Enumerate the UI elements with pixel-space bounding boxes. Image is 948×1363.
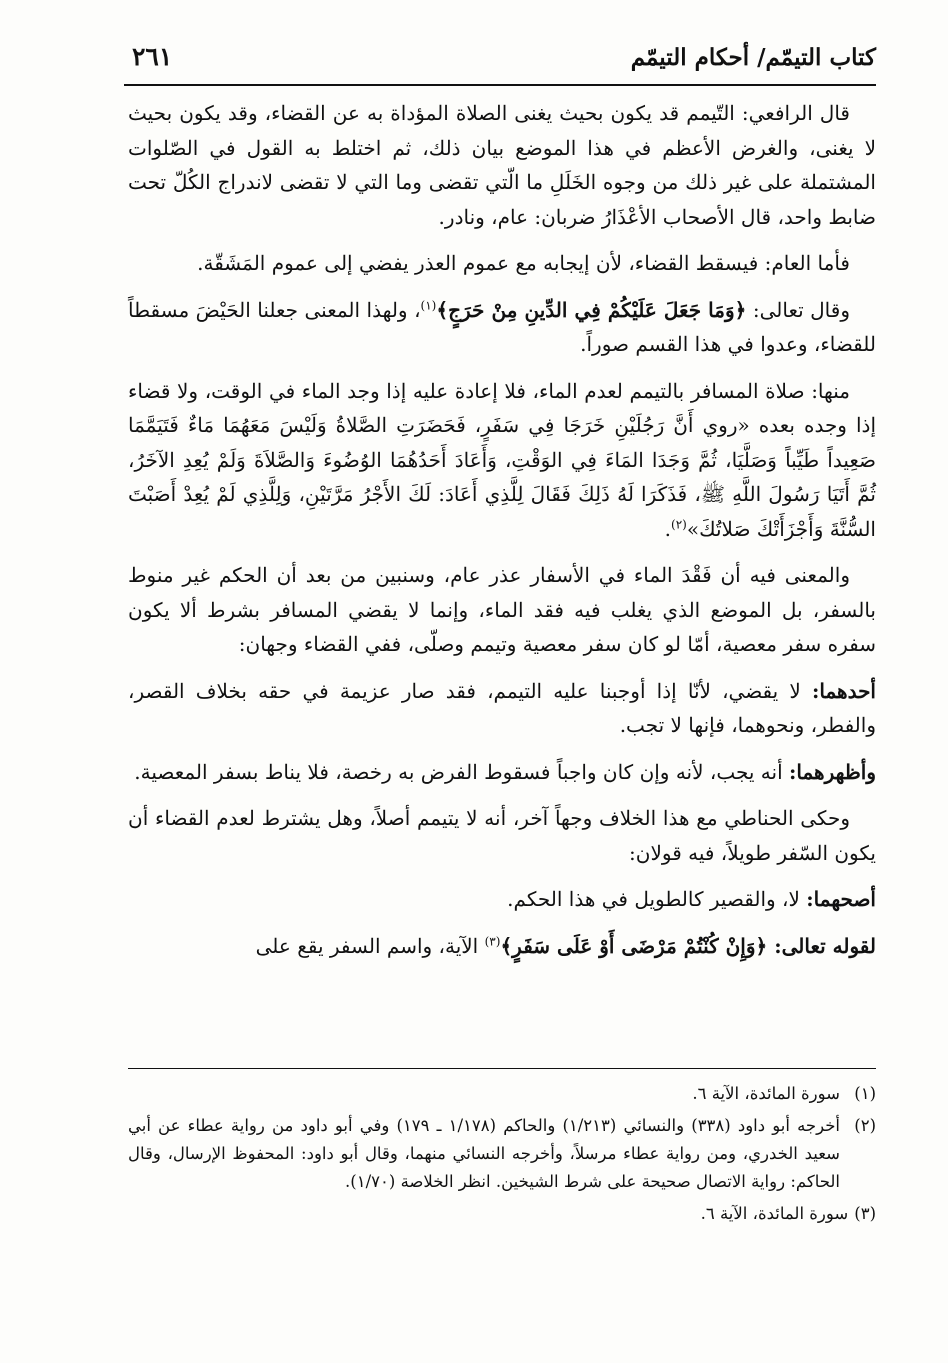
paragraph-meaning <box>128 558 876 662</box>
paragraph-general-excuse <box>128 246 876 281</box>
paragraph-hannati <box>128 801 876 870</box>
page-number: ٢٦١ <box>132 42 173 71</box>
paragraph-traveler-hadith <box>128 374 876 547</box>
paragraph-text: أنه يجب، لأنه وإن كان واجباً فسقوط الفرض به رخصة، فلا يناط بسفر المعصية. <box>134 759 790 784</box>
paragraph-quran-haraj <box>128 293 876 362</box>
footnote-rule <box>128 1068 876 1069</box>
footnote-text: سورة المائدة، الآية ٦. <box>692 1084 840 1103</box>
footnote-ref[interactable]: (٣) <box>484 933 501 948</box>
paragraph-quran-safar <box>128 929 876 964</box>
paragraph-text: لا يقضي، لأنّا إذا أوجبنا عليه التيمم، فقد صار عزيمة في حقه بخلاف القصر، والفطر، ونحوهما، فإنها لا تجب. <box>128 678 876 737</box>
paragraph-text: وحكى الحناطي مع هذا الخلاف وجهاً آخر، أنه لا يتيمم أصلاً، وهل يشترط لعدم القضاء أن يكون السّفر طويلاً، فيه قولان: <box>128 806 876 865</box>
paragraph-text: ، ولهذا المعنى جعلنا الحَيْضَ مسقطاً للقضاء، وعدوا في هذا القسم صوراً. <box>128 297 876 356</box>
hadith-quote: «روي أَنَّ رَجُلَيْنِ خَرَجَا فِي سَفَرٍ، فَحَضَرَتِ الصَّلاةُ وَلَيْسَ مَعَهُمَا مَاءٌ فَتَيَمَّمَا صَعِيداً طَيِّباً وَصَلَّيَا، ثُمَّ وَجَدَا المَاءَ فِي الوَقْتِ، وَأَعَادَ أَحَدُهُمَا الوُضُوءَ وَالصَّلاَةَ وَلَمْ يُعِدِ الآخَرُ، ثُمَّ أَتَيَا رَسُولَ اللَّهِ ﷺ، فَذَكَرَا لَهُ ذَلِكَ فَقَالَ لِلَّذِي أَعَادَ: لَكَ الأَجْرُ مَرَّتَيْنِ، وَلِلَّذِي لَمْ يُعِدْ أَصَبْتَ السُّنَّةَ وَأَجْزَأَتْكَ صَلاتُكَ» <box>128 413 876 541</box>
footnote-number: (٣) <box>854 1204 876 1223</box>
paragraph-text: والمعنى فيه أن فَقْدَ الماء في الأسفار عذر عام، وسنبين من بعد أن الحكم غير منوط بالسفر، بل الموضع الذي يغلب فيه فقد الماء، وإنما لا يقضي المسافر بشرط ألا يكون سفره سفر معصية، أمّا لو كان سفر معصية وتيمم وصلّى، ففي القضاء وجهان: <box>128 563 876 656</box>
footnote-item <box>128 1080 876 1108</box>
paragraph-most-correct <box>128 882 876 917</box>
footnote-item <box>128 1112 876 1196</box>
footnote-text: سورة المائدة، الآية ٦. <box>700 1204 849 1223</box>
paragraph-stronger-view <box>128 755 876 790</box>
paragraph-text: . <box>664 516 672 541</box>
paragraph-text: فأما العام: فيسقط القضاء، لأن إيجابه مع عموم العذر يفضي إلى عموم المَشَقّة. <box>197 251 850 275</box>
paragraph-rafii-opening <box>128 96 876 234</box>
running-header <box>128 40 876 84</box>
footnote-number: (٢) <box>854 1116 876 1135</box>
footnotes <box>128 1080 876 1232</box>
header-rule <box>124 84 876 86</box>
paragraph-text: الآية، واسم السفر يقع على <box>255 933 485 958</box>
view-term: أصحهما: <box>806 887 876 911</box>
view-term: لقوله تعالى: <box>774 933 876 958</box>
footnote-number: (١) <box>854 1084 876 1103</box>
view-term: أحدهما: <box>811 678 876 703</box>
quran-verse: ﴿وَإِنْ كُنْتُمْ مَرْضَى أَوْ عَلَى سَفَرٍ﴾ <box>500 933 775 958</box>
view-term: وأظهرهما: <box>789 759 876 784</box>
paragraph-text: لا، والقصير كالطويل في هذا الحكم. <box>507 887 807 911</box>
paragraph-lead: منها: صلاة المسافر بالتيمم لعدم الماء، فلا إعادة عليه إذا وجد الماء في الوقت، ولا قضاء إذا وجده بعده <box>128 378 877 437</box>
running-title: كتاب التيمّم/ أحكام التيمّم <box>630 44 876 71</box>
main-text <box>128 96 876 975</box>
paragraph-first-view <box>128 674 876 743</box>
footnote-item <box>128 1200 876 1228</box>
footnote-ref[interactable]: (٢) <box>671 516 687 531</box>
footnote-text: أخرجه أبو داود (٣٣٨) والنسائي (١/٢١٣) والحاكم (١/١٧٨ ـ ١٧٩) وفي أبو داود من رواية عطاء عن أبي سعيد الخدري، ومن رواية عطاء مرسلاً، وأخرجه النسائي منهما، وقال أبو داود: المحفوظ الإرسال، وقال الحاكم: رواية الاتصال صحيحة على شرط الشيخين. انظر الخلاصة (١/٧٠). <box>128 1116 840 1191</box>
footnote-ref[interactable]: (١) <box>420 297 437 312</box>
paragraph-text: قال الرافعي: التّيمم قد يكون بحيث يغنى الصلاة المؤداة به عن القضاء، وقد يكون بحيث لا يغنى، والغرض الأعظم في هذا الموضع بيان ذلك، ثم اختلط به القول في الصّلوات المشتملة على غير ذلك من وجوه الخَلَلِ ما الّتي تقضى وما التي لا تقضى لاندراج الكُلّ تحت ضابط واحد، قال الأصحاب الأعْذَارُ ضربان: عام، ونادر. <box>128 101 876 229</box>
quran-verse: ﴿وَمَا جَعَلَ عَلَيْكُمْ فِي الدِّينِ مِنْ حَرَجٍ﴾ <box>436 297 747 322</box>
paragraph-lead: وقال تعالى: <box>746 297 850 322</box>
